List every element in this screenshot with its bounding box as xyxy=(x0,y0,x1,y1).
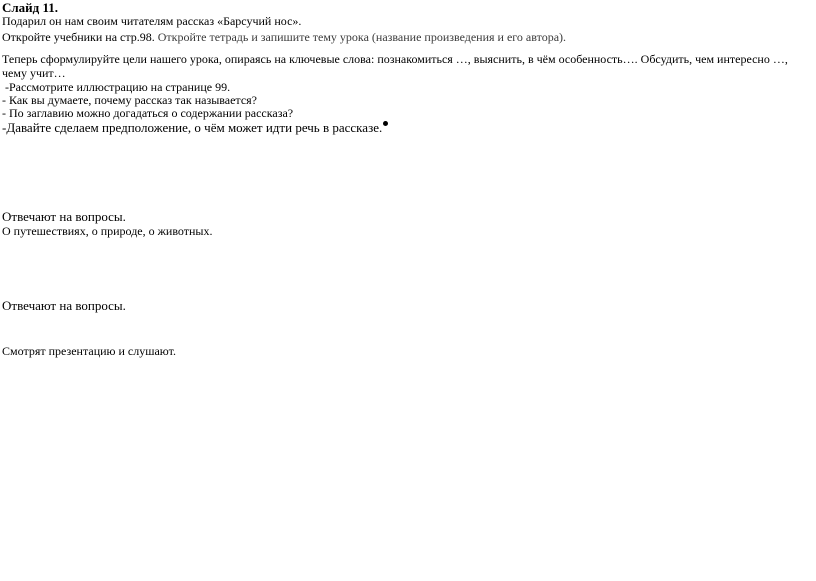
textbook-instruction: Откройте учебники на стр.98. xyxy=(2,30,155,44)
intro-line: Подарил он нам своим читателям рассказ «Барсучий нос». xyxy=(2,14,302,28)
notebook-instruction: Откройте тетрадь и запишите тему урока (название произведения и его автора). xyxy=(154,30,567,44)
instruction-line xyxy=(2,31,566,45)
prompt-assumption-text: -Давайте сделаем предположение, о чём может идти речь в рассказе. xyxy=(2,120,383,135)
prompt-content-guess: - По заглавию можно догадаться о содержании рассказа? xyxy=(2,106,294,120)
answer-2: О путешествиях, о природе, о животных. xyxy=(2,224,213,238)
slide-title: Слайд 11. xyxy=(2,0,59,15)
prompt-assumption xyxy=(2,121,388,136)
bullet-dot-icon xyxy=(383,121,388,126)
prompt-title-question: - Как вы думаете, почему рассказ так называется? xyxy=(2,93,257,107)
answer-4: Смотрят презентацию и слушают. xyxy=(2,344,176,358)
goals-paragraph: Теперь сформулируйте цели нашего урока, опираясь на ключевые слова: познакомиться …, выяснить, в чём особенность…. Обсудить, чем интересно …, чему учит… xyxy=(2,52,788,80)
answer-1: Отвечают на вопросы. xyxy=(2,209,126,224)
prompt-illustration: -Рассмотрите иллюстрацию на странице 99. xyxy=(5,80,231,94)
answer-3: Отвечают на вопросы. xyxy=(2,298,126,313)
